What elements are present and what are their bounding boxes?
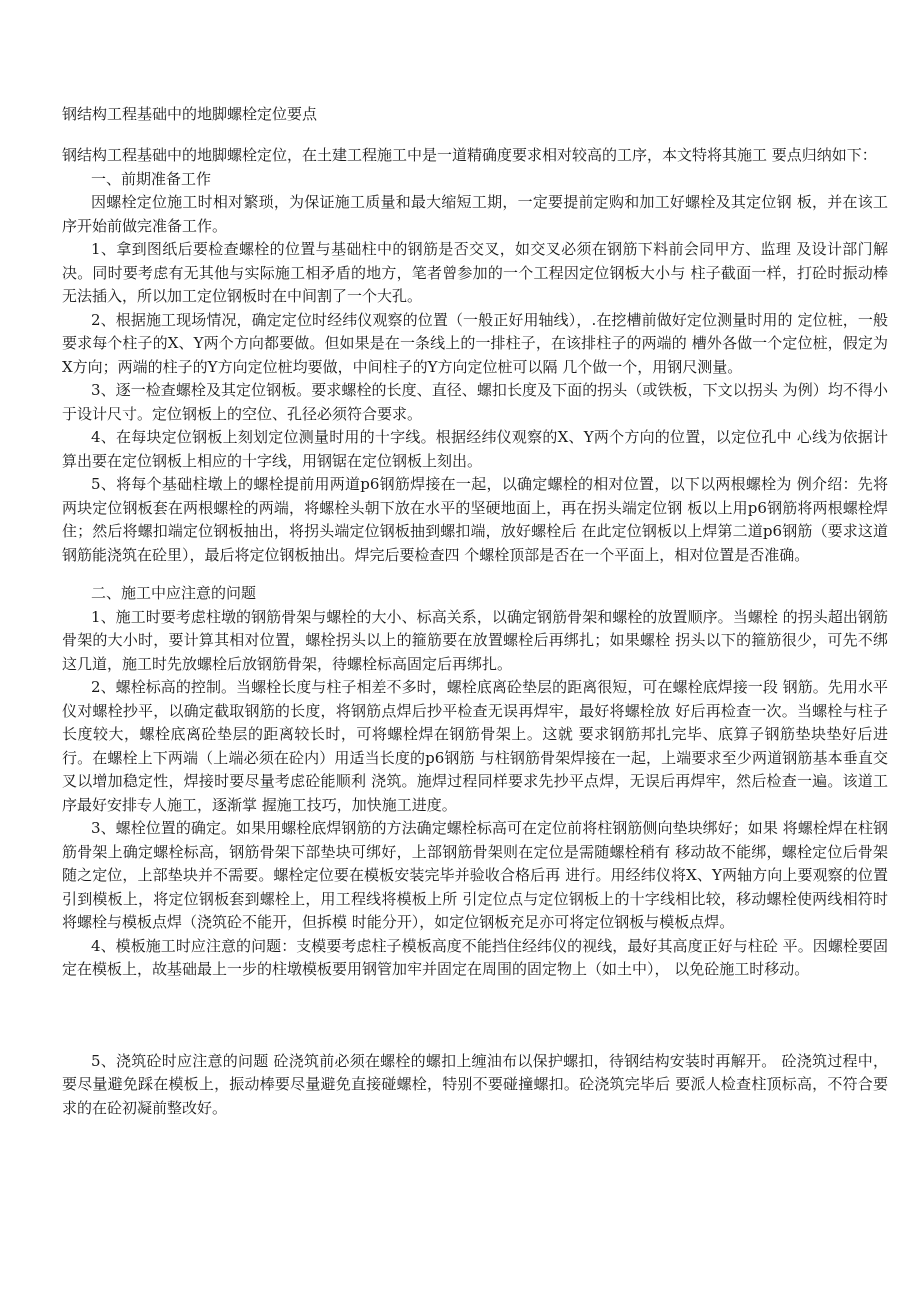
section-1-paragraph: 2、根据施工现场情况，确定定位时经纬仪观察的位置（一般正好用轴线），.在挖槽前做好定位测量时用的 定位桩，一般要求每个柱子的X、Y两个方向都要做。但如果是在一条线上的一排柱子，在该排柱子的两端的 槽外各做一个定位桩，假定为X方向；两端的柱子的Y方向定位桩均要做，中间柱子的Y方向定位桩可以隔 几个做一个，用钢尺测量。: [62, 310, 888, 376]
section-1-paragraph: 1、拿到图纸后要检查螺栓的位置与基础柱中的钢筋是否交叉，如交叉必须在钢筋下料前会同甲方、监理 及设计部门解决。同时要考虑有无其他与实际施工相矛盾的地方，笔者曾参加的一个工程因定位钢板大小与 柱子截面一样，打砼时振动棒无法插入，所以加工定位钢板时在中间割了一个大孔。: [62, 240, 888, 305]
intro-paragraph: 钢结构工程基础中的地脚螺栓定位，在土建工程施工中是一道精确度要求相对较高的工序，本文特将其施工 要点归纳如下：: [62, 146, 877, 164]
section-2-paragraph: 5、浇筑砼时应注意的问题 砼浇筑前必须在螺栓的螺扣上缠油布以保护螺扣，待钢结构安装时再解开。 砼浇筑过程中，要尽量避免踩在模板上，振动棒要尽量避免直接碰螺栓，特别不要碰撞螺扣。砼浇筑完毕后 要派人检查柱顶标高，不符合要求的在砼初凝前整改好。: [62, 1051, 888, 1117]
section-2-paragraph: 2、螺栓标高的控制。当螺栓长度与柱子相差不多时，螺栓底离砼垫层的距离很短，可在螺栓底焊接一段 钢筋。先用水平仪对螺栓抄平，以确定截取钢筋的长度，将钢筋点焊后抄平检查无误再焊牢，最好将螺栓放 好后再检查一次。当螺栓与柱子长度较大，螺栓底离砼垫层的距离较长时，可将螺栓焊在钢筋骨架上。这就 要求钢筋邦扎完毕、底算子钢筋垫块垫好后进行。在螺栓上下两端（上端必须在砼内）用适当长度的p6钢筋 与柱钢筋骨架焊接在一起，上端要求至少两道钢筋基本垂直交叉以增加稳定性，焊接时要尽量考虑砼能顺利 浇筑。施焊过程同样要求先抄平点焊，无误后再焊牢，然后检查一遍。该道工序最好安排专人施工，逐渐掌 握施工技巧，加快施工进度。: [62, 678, 888, 814]
section-2-paragraph: 3、螺栓位置的确定。如果用螺栓底焊钢筋的方法确定螺栓标高可在定位前将柱钢筋侧向垫块绑好；如果 将螺栓焊在柱钢筋骨架上确定螺栓标高，钢筋骨架下部垫块可绑好，上部钢筋骨架则在定位是需随螺栓稍有 移动故不能绑，螺栓定位后骨架随之定位，上部垫块并不需要。螺栓定位要在模板安装完毕并验收合格后再 进行。用经纬仪将X、Y两轴方向上要观察的位置引到模板上，将定位钢板套到螺栓上，用工程线将模板上所 引定位点与定位钢板上的十字线相比较，移动螺栓使两线相符时将螺栓与模板点焊（浇筑砼不能开，但拆模 时能分开），如定位钢板充足亦可将定位钢板与模板点焊。: [62, 819, 888, 931]
paragraph-spacer: [62, 982, 888, 1050]
section-1-paragraph: 因螺栓定位施工时相对繁琐，为保证施工质量和最大缩短工期，一定要提前定购和加工好螺栓及其定位钢 板，并在该工序开始前做完准备工作。: [62, 193, 888, 235]
section-1-paragraph: 4、在每块定位钢板上刻划定位测量时用的十字线。根据经纬仪观察的X、Y两个方向的位置，以定位孔中 心线为依据计算出要在定位钢板上相应的十字线，用钢锯在定位钢板上刻出。: [62, 428, 888, 470]
section-2-heading: 二、施工中应注意的问题: [91, 584, 257, 602]
document-title: 钢结构工程基础中的地脚螺栓定位要点: [62, 105, 318, 123]
section-spacer: [62, 567, 888, 582]
section-2-paragraph: 1、施工时要考虑柱墩的钢筋骨架与螺栓的大小、标高关系，以确定钢筋骨架和螺栓的放置顺序。当螺栓 的拐头超出钢筋骨架的大小时，要计算其相对位置，螺栓拐头以上的箍筋要在放置螺栓后再绑扎；如果螺栓 拐头以下的箍筋很少，可先不绑这几道，施工时先放螺栓后放钢筋骨架，待螺栓标高固定后再绑扎。: [62, 607, 888, 673]
section-1-paragraph: 5、将每个基础柱墩上的螺栓提前用两道p6钢筋焊接在一起，以确定螺栓的相对位置，以下以两根螺栓为 例介绍：先将两块定位钢板套在两根螺栓的两端，将螺栓头朝下放在水平的坚硬地面上，再在拐头端定位钢 板以上用p6钢筋将两根螺栓焊住；然后将螺扣端定位钢板抽出，将拐头端定位钢板抽到螺扣端，放好螺栓后 在此定位钢板以上焊第二道p6钢筋（要求这道钢筋能浇筑在砼里），最后将定位钢板抽出。焊完后要检查四 个螺栓顶部是否在一个平面上，相对位置是否准确。: [62, 475, 888, 564]
document-body: [62, 144, 888, 1120]
section-1-paragraph: 3、逐一检查螺栓及其定位钢板。要求螺栓的长度、直径、螺扣长度及下面的拐头（或铁板，下文以拐头 为例）均不得小于设计尺寸。定位钢板上的空位、孔径必须符合要求。: [62, 381, 888, 423]
section-1-heading: 一、前期准备工作: [91, 169, 212, 188]
section-2-paragraph: 4、模板施工时应注意的问题：支模要考虑柱子模板高度不能挡住经纬仪的视线，最好其高度正好与柱砼 平。因螺栓要固定在模板上，故基础最上一步的柱墩模板要用钢管加牢并固定在周围的固定物上（如土中）， 以免砼施工时移动。: [62, 936, 888, 978]
